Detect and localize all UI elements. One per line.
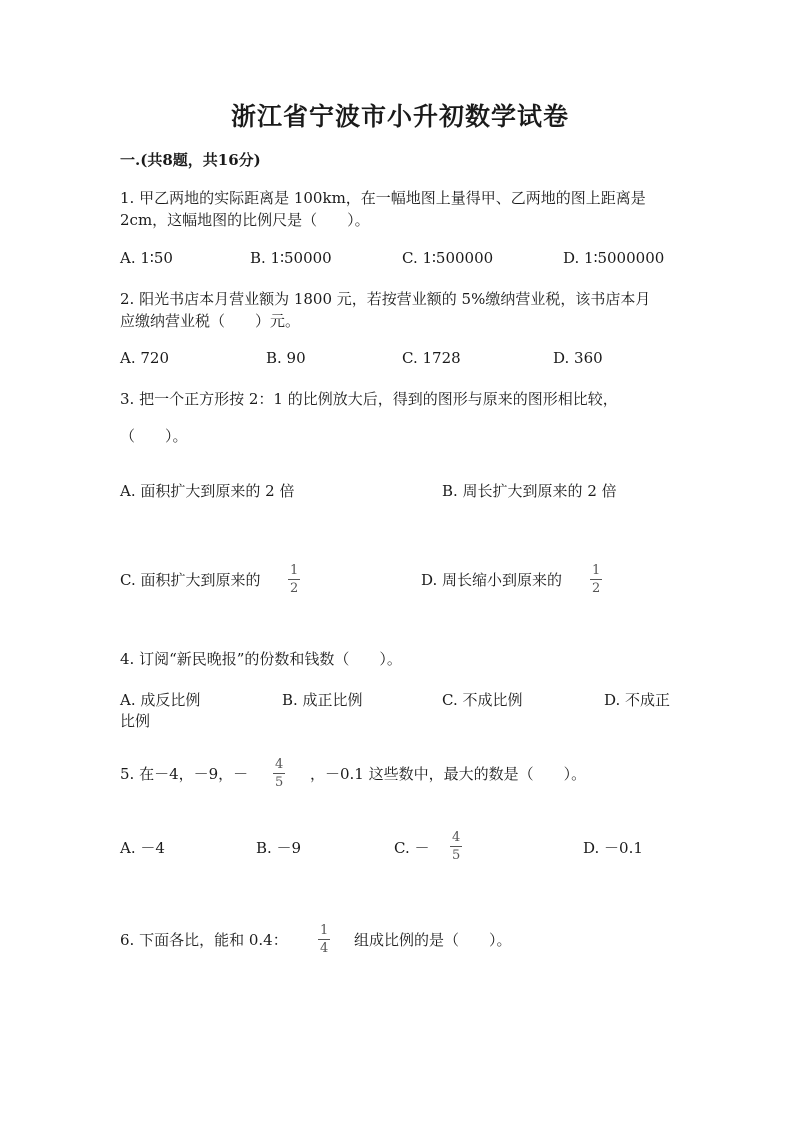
question-2-option-c: C. 1728 [402,349,461,367]
question-3-option-c-fraction [288,564,300,596]
question-2-line-2: 应缴纳营业税（ ）元。 [120,312,301,330]
question-4-option-d: D. 不成正 [604,691,671,709]
question-1-option-c: C. 1∶500000 [402,249,494,267]
page-title: 浙江省宁波市小升初数学试卷 [230,102,569,131]
question-5-option-c-fraction [450,831,462,863]
question-1-option-a: A. 1∶50 [120,249,173,267]
question-3-line-2: （ ）。 [120,427,188,445]
question-6-prefix: 6. 下面各比，能和 0.4： [120,931,288,949]
question-3-line-1: 3. 把一个正方形按 2：1 的比例放大后，得到的图形与原来的图形相比较， [120,390,618,408]
fraction-denominator: 4 [320,941,329,956]
question-1-line-2: 2cm，这幅地图的比例尺是（ ）。 [120,211,370,229]
fraction-numerator: 1 [290,563,299,578]
question-5-option-c: C. － [394,839,430,857]
question-5-option-b: B. －9 [256,839,302,857]
question-1-line-1: 1. 甲乙两地的实际距离是 100km，在一幅地图上量得甲、乙两地的图上距离是 [120,189,646,207]
question-2-option-d: D. 360 [553,349,603,367]
fraction-denominator: 5 [452,848,461,863]
question-5-fraction [273,758,285,790]
question-4-line-1: 4. 订阅“新民晚报”的份数和钱数（ ）。 [120,650,402,668]
question-3-option-d-fraction [590,564,602,596]
fraction-denominator: 5 [275,775,284,790]
question-4-option-b: B. 成正比例 [282,691,363,709]
fraction-numerator: 1 [320,923,329,938]
question-4-option-a: A. 成反比例 [120,691,201,709]
question-2-option-a: A. 720 [120,349,169,367]
question-3-option-d: D. 周长缩小到原来的 [421,571,563,589]
fraction-denominator: 2 [290,581,299,596]
fraction-numerator: 1 [592,563,601,578]
question-5-suffix: ，－0.1 这些数中，最大的数是（ ）。 [310,765,587,783]
question-3-option-a: A. 面积扩大到原来的 2 倍 [120,482,295,500]
question-2-line-1: 2. 阳光书店本月营业额为 1800 元，若按营业额的 5%缴纳营业税，该书店本月 [120,290,651,308]
question-3-option-b: B. 周长扩大到原来的 2 倍 [442,482,617,500]
section-heading: 一.(共8题，共16分) [120,151,261,169]
question-5-prefix: 5. 在－4，－9，－ [120,765,249,783]
question-3-option-c: C. 面积扩大到原来的 [120,571,261,589]
question-5-option-a: A. －4 [120,839,165,857]
question-6-fraction [318,924,330,956]
question-1-option-b: B. 1∶50000 [250,249,332,267]
question-4-option-d-continued: 比例 [120,712,151,730]
fraction-numerator: 4 [452,830,461,845]
question-4-option-c: C. 不成比例 [442,691,523,709]
question-6-suffix: 组成比例的是（ ）。 [354,931,512,949]
question-1-option-d: D. 1∶5000000 [563,249,665,267]
question-2-option-b: B. 90 [266,349,306,367]
question-5-option-d: D. －0.1 [583,839,643,857]
fraction-numerator: 4 [275,757,284,772]
fraction-denominator: 2 [592,581,601,596]
